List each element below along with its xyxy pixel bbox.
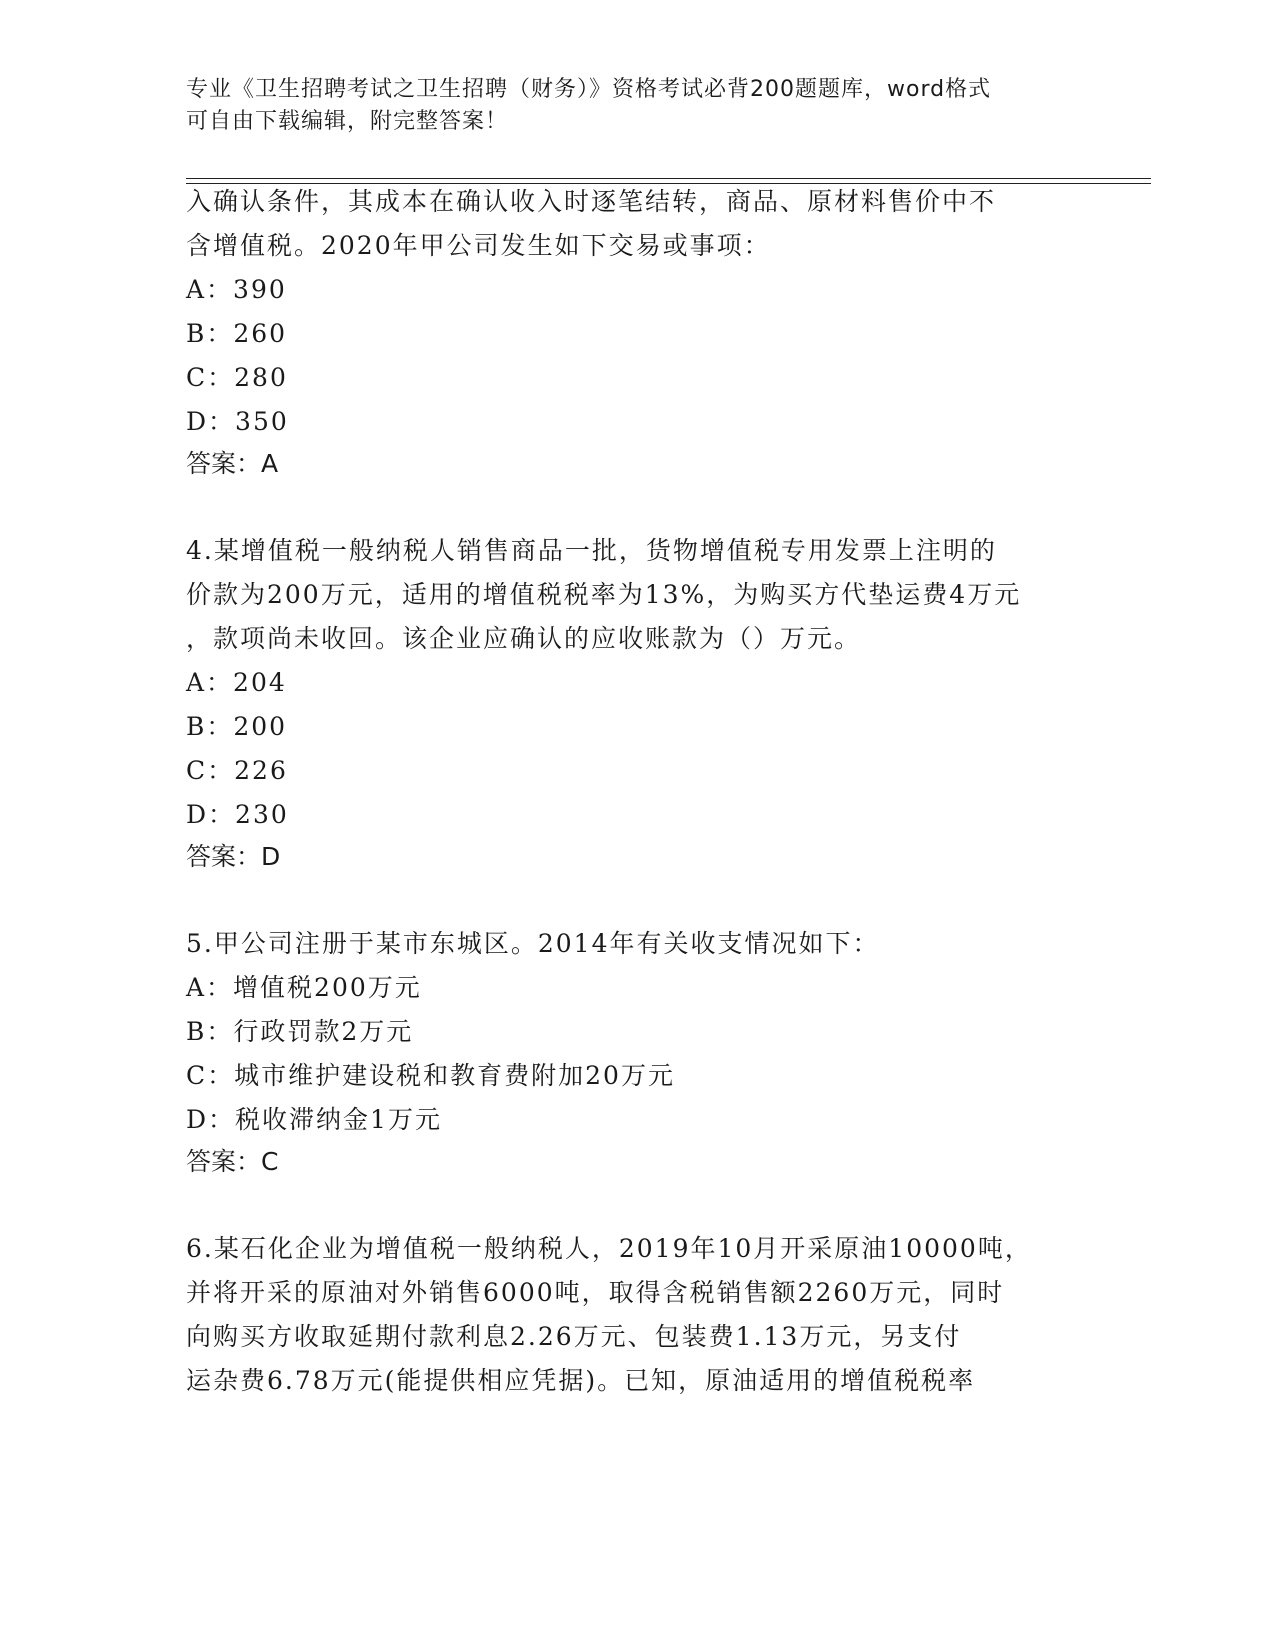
question-stem-line: 5.甲公司注册于某市东城区。2014年有关收支情况如下： <box>186 929 880 958</box>
question-stem-line: 6.某石化企业为增值税一般纳税人，2019年10月开采原油10000吨， <box>186 1234 1032 1263</box>
question-stem-line: 向购买方收取延期付款利息2.26万元、包装费1.13万元，另支付 <box>186 1322 962 1351</box>
option-d: D：350 <box>186 407 289 436</box>
option-a: A：390 <box>186 275 287 304</box>
option-c: C：280 <box>186 363 288 392</box>
answer-label: 答案：D <box>186 842 281 871</box>
question-stem-line: 并将开采的原油对外销售6000吨，取得含税销售额2260万元，同时 <box>186 1278 1005 1307</box>
option-c: C：城市维护建设税和教育费附加20万元 <box>186 1061 675 1090</box>
option-d: D：230 <box>186 800 289 829</box>
option-b: B：260 <box>186 319 288 348</box>
answer-label: 答案：C <box>186 1147 279 1176</box>
option-b: B：200 <box>186 712 288 741</box>
answer-label: 答案：A <box>186 449 279 478</box>
question-stem-line: 4.某增值税一般纳税人销售商品一批，货物增值税专用发票上注明的 <box>186 536 997 565</box>
option-b: B：行政罚款2万元 <box>186 1017 414 1046</box>
option-d: D：税收滞纳金1万元 <box>186 1105 442 1134</box>
question-stem-line: 价款为200万元，适用的增值税税率为13%，为购买方代垫运费4万元 <box>186 580 1022 609</box>
option-a: A：204 <box>186 668 287 697</box>
question-stem-line: 含增值税。2020年甲公司发生如下交易或事项： <box>186 231 771 260</box>
header-line-1: 专业《卫生招聘考试之卫生招聘（财务）》资格考试必背200题题库，word格式 <box>186 77 992 102</box>
header-divider-top <box>186 178 1151 179</box>
question-stem-line: 入确认条件，其成本在确认收入时逐笔结转，商品、原材料售价中不 <box>186 187 997 216</box>
option-c: C：226 <box>186 756 288 785</box>
question-stem-line: 运杂费6.78万元(能提供相应凭据)。已知，原油适用的增值税税率 <box>186 1366 976 1395</box>
document-header <box>186 74 1066 138</box>
question-stem-line: ，款项尚未收回。该企业应确认的应收账款为（）万元。 <box>186 624 862 653</box>
option-a: A：增值税200万元 <box>186 973 422 1002</box>
header-line-2: 可自由下载编辑，附完整答案！ <box>186 109 509 134</box>
